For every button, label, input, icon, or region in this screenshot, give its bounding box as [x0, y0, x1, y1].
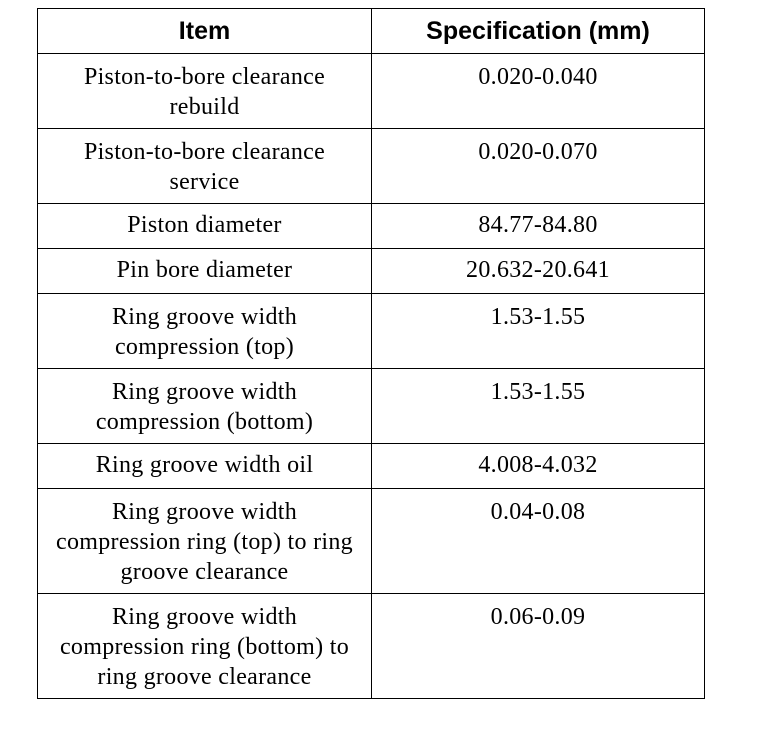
table-row — [38, 369, 705, 444]
item-cell: Piston-to-bore clearance service — [38, 129, 372, 204]
item-cell: Ring groove width compression ring (bottom) to ring groove clearance — [38, 594, 372, 699]
table-row — [38, 249, 705, 294]
table-row — [38, 204, 705, 249]
column-header-item: Item — [38, 9, 372, 54]
table-row — [38, 594, 705, 699]
item-cell: Ring groove width compression (top) — [38, 294, 372, 369]
item-cell: Pin bore diameter — [38, 249, 372, 294]
table-row — [38, 129, 705, 204]
table-row — [38, 444, 705, 489]
item-cell: Ring groove width oil — [38, 444, 372, 489]
table-header-row — [38, 9, 705, 54]
item-cell: Ring groove width compression (bottom) — [38, 369, 372, 444]
item-cell: Piston-to-bore clearance rebuild — [38, 54, 372, 129]
spec-cell: 0.020-0.040 — [372, 54, 705, 129]
spec-cell: 20.632-20.641 — [372, 249, 705, 294]
spec-cell: 0.04-0.08 — [372, 489, 705, 594]
item-cell: Piston diameter — [38, 204, 372, 249]
spec-cell: 1.53-1.55 — [372, 294, 705, 369]
table-row — [38, 294, 705, 369]
item-cell: Ring groove width compression ring (top) to ring groove clearance — [38, 489, 372, 594]
spec-cell: 4.008-4.032 — [372, 444, 705, 489]
spec-cell: 1.53-1.55 — [372, 369, 705, 444]
table-row — [38, 54, 705, 129]
spec-cell: 0.06-0.09 — [372, 594, 705, 699]
spec-cell: 0.020-0.070 — [372, 129, 705, 204]
column-header-specification: Specification (mm) — [372, 9, 705, 54]
table-row — [38, 489, 705, 594]
specification-table — [37, 8, 705, 699]
spec-cell: 84.77-84.80 — [372, 204, 705, 249]
